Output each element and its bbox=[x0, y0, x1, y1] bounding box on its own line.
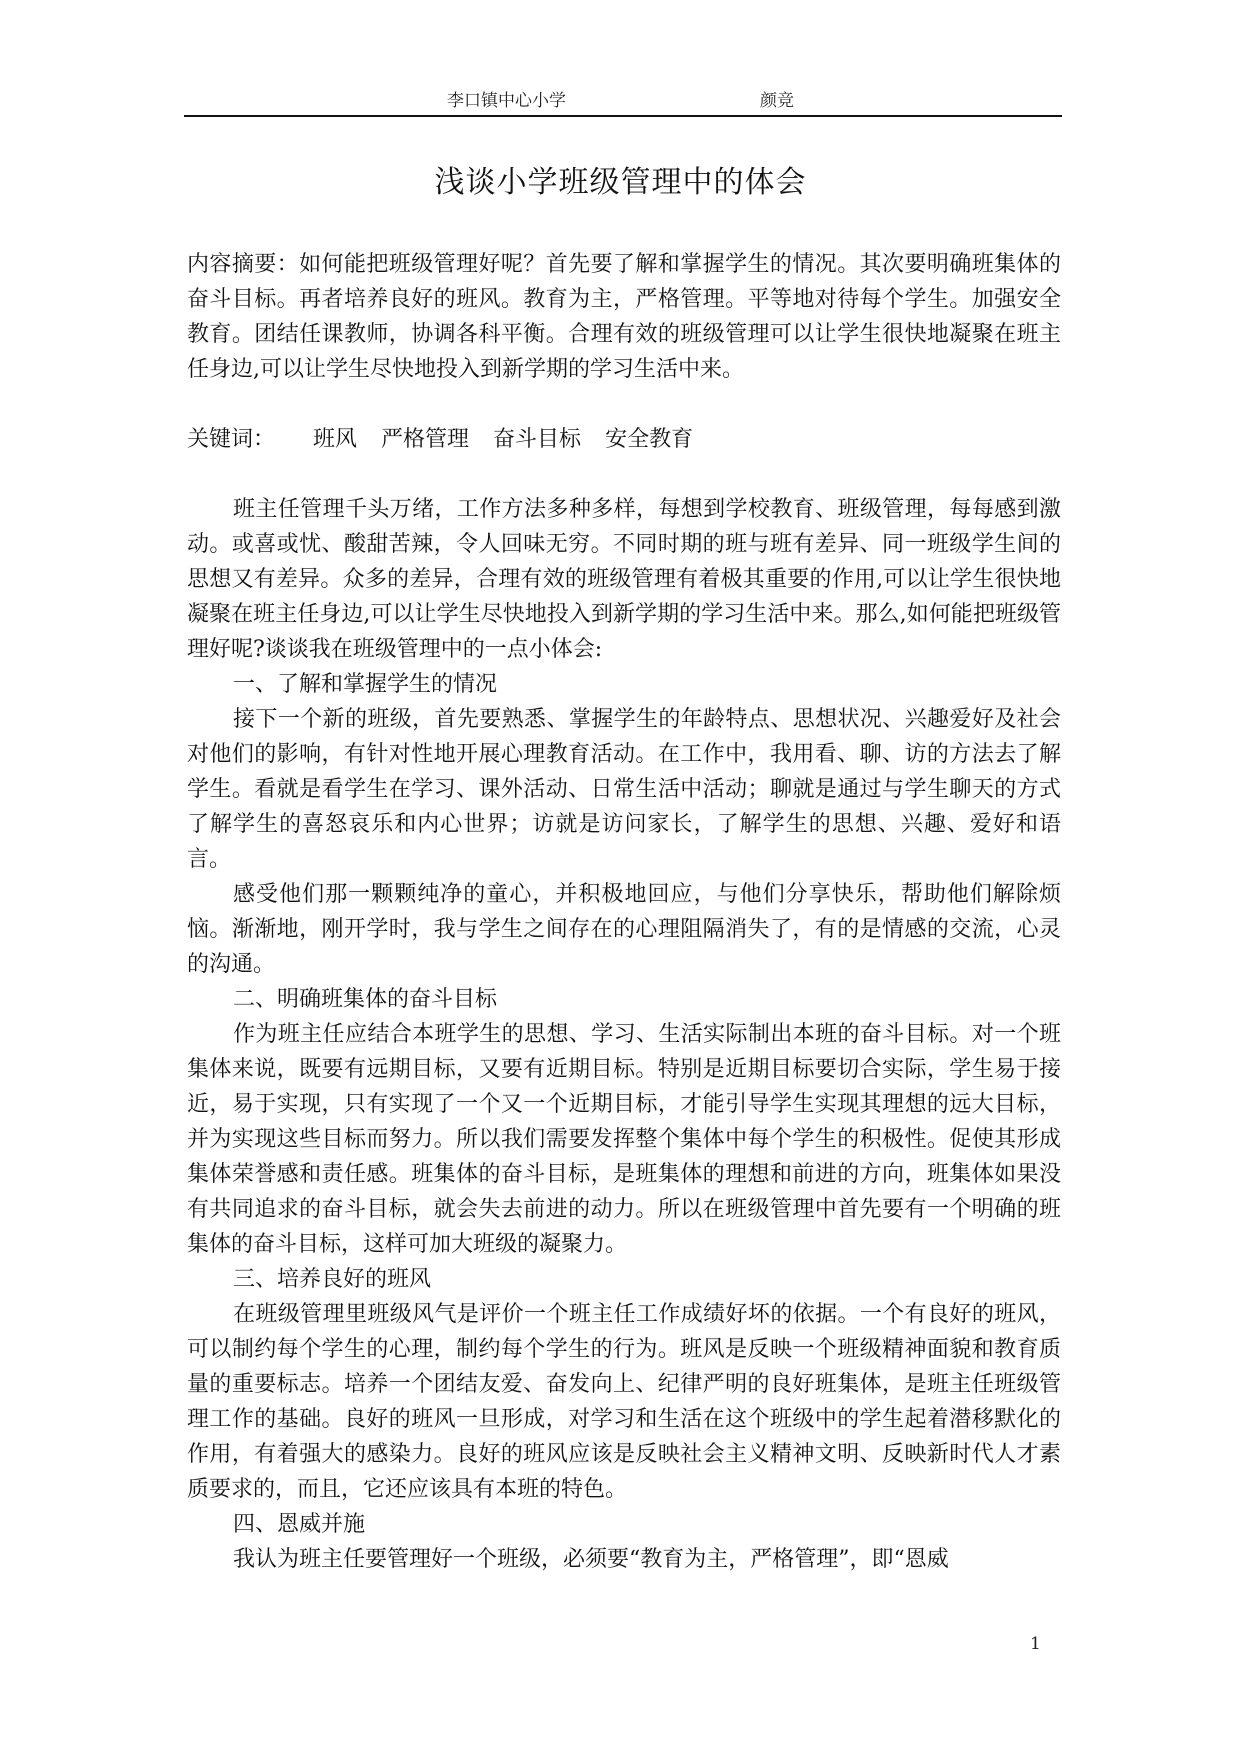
body-paragraph: 接下一个新的班级，首先要熟悉、掌握学生的年龄特点、思想状况、兴趣爱好及社会对他们的影响，有针对性地开展心理教育活动。在工作中，我用看、聊、访的方法去了解学生。看就是看学生在学习、课外活动、日常生活中活动；聊就是通过与学生聊天的方式了解学生的喜怒哀乐和内心世界；访就是访问家长，了解学生的思想、兴趣、爱好和语言。 bbox=[187, 707, 1061, 872]
section-heading-2: 二、明确班集体的奋斗目标 bbox=[233, 987, 498, 1012]
intro-paragraph: 班主任管理千头万绪，工作方法多种多样，每想到学校教育、班级管理，每每感到激动。或喜或忧、酸甜苦辣，令人回味无穷。不同时期的班与班有差异、同一班级学生间的思想又有差异。众多的差异，合理有效的班级管理有着极其重要的作用,可以让学生很快地凝聚在班主任身边,可以让学生尽快地投入到新学期的学习生活中来。那么,如何能把班级管理好呢?谈谈我在班级管理中的一点小体会: bbox=[187, 497, 1061, 662]
keywords-label: 关键词： bbox=[187, 427, 276, 452]
header-author: 颜竞 bbox=[760, 91, 794, 111]
header-school: 李口镇中心小学 bbox=[447, 91, 566, 111]
running-header bbox=[184, 88, 1062, 114]
document-body bbox=[187, 247, 1061, 1577]
body-paragraph: 感受他们那一颗颗纯净的童心，并积极地回应，与他们分享快乐，帮助他们解除烦恼。渐渐地，刚开学时，我与学生之间存在的心理阻隔消失了，有的是情感的交流，心灵的沟通。 bbox=[187, 882, 1061, 977]
header-divider bbox=[184, 115, 1062, 117]
document-title: 浅谈小学班级管理中的体会 bbox=[434, 165, 807, 200]
body-paragraph: 我认为班主任要管理好一个班级，必须要“教育为主，严格管理”，即“恩威 bbox=[233, 1547, 949, 1572]
abstract-paragraph bbox=[187, 247, 1061, 387]
keyword-item: 安全教育 bbox=[605, 427, 694, 452]
abstract-text: 如何能把班级管理好呢？首先要了解和掌握学生的情况。其次要明确班集体的奋斗目标。再者培养良好的班风。教育为主，严格管理。平等地对待每个学生。加强安全教育。团结任课教师，协调各科平衡。合理有效的班级管理可以让学生很快地凝聚在班主任身边,可以让学生尽快地投入到新学期的学习生活中来。 bbox=[187, 252, 1061, 382]
abstract-label: 内容摘要： bbox=[187, 252, 300, 277]
keyword-item: 班风 bbox=[313, 427, 358, 452]
keyword-item: 奋斗目标 bbox=[493, 427, 582, 452]
body-paragraph: 作为班主任应结合本班学生的思想、学习、生活实际制出本班的奋斗目标。对一个班集体来说，既要有远期目标，又要有近期目标。特别是近期目标要切合实际，学生易于接近，易于实现，只有实现了一个又一个近期目标，才能引导学生实现其理想的远大目标，并为实现这些目标而努力。所以我们需要发挥整个集体中每个学生的积极性。促使其形成集体荣誉感和责任感。班集体的奋斗目标，是班集体的理想和前进的方向，班集体如果没有共同追求的奋斗目标，就会失去前进的动力。所以在班级管理中首先要有一个明确的班集体的奋斗目标，这样可加大班级的凝聚力。 bbox=[187, 1022, 1061, 1257]
section-heading-3: 三、培养良好的班风 bbox=[233, 1267, 432, 1292]
section-heading-4: 四、恩威并施 bbox=[233, 1512, 366, 1537]
keyword-item: 严格管理 bbox=[381, 427, 470, 452]
page-number: 1 bbox=[1030, 1634, 1041, 1654]
body-paragraph: 在班级管理里班级风气是评价一个班主任工作成绩好坏的依据。一个有良好的班风，可以制约每个学生的心理，制约每个学生的行为。班风是反映一个班级精神面貌和教育质量的重要标志。培养一个团结友爱、奋发向上、纪律严明的良好班集体，是班主任班级管理工作的基础。良好的班风一旦形成，对学习和生活在这个班级中的学生起着潜移默化的作用，有着强大的感染力。良好的班风应该是反映社会主义精神文明、反映新时代人才素质要求的，而且，它还应该具有本班的特色。 bbox=[187, 1302, 1061, 1502]
section-heading-1: 一、了解和掌握学生的情况 bbox=[233, 672, 498, 697]
keywords-line bbox=[187, 422, 1061, 457]
